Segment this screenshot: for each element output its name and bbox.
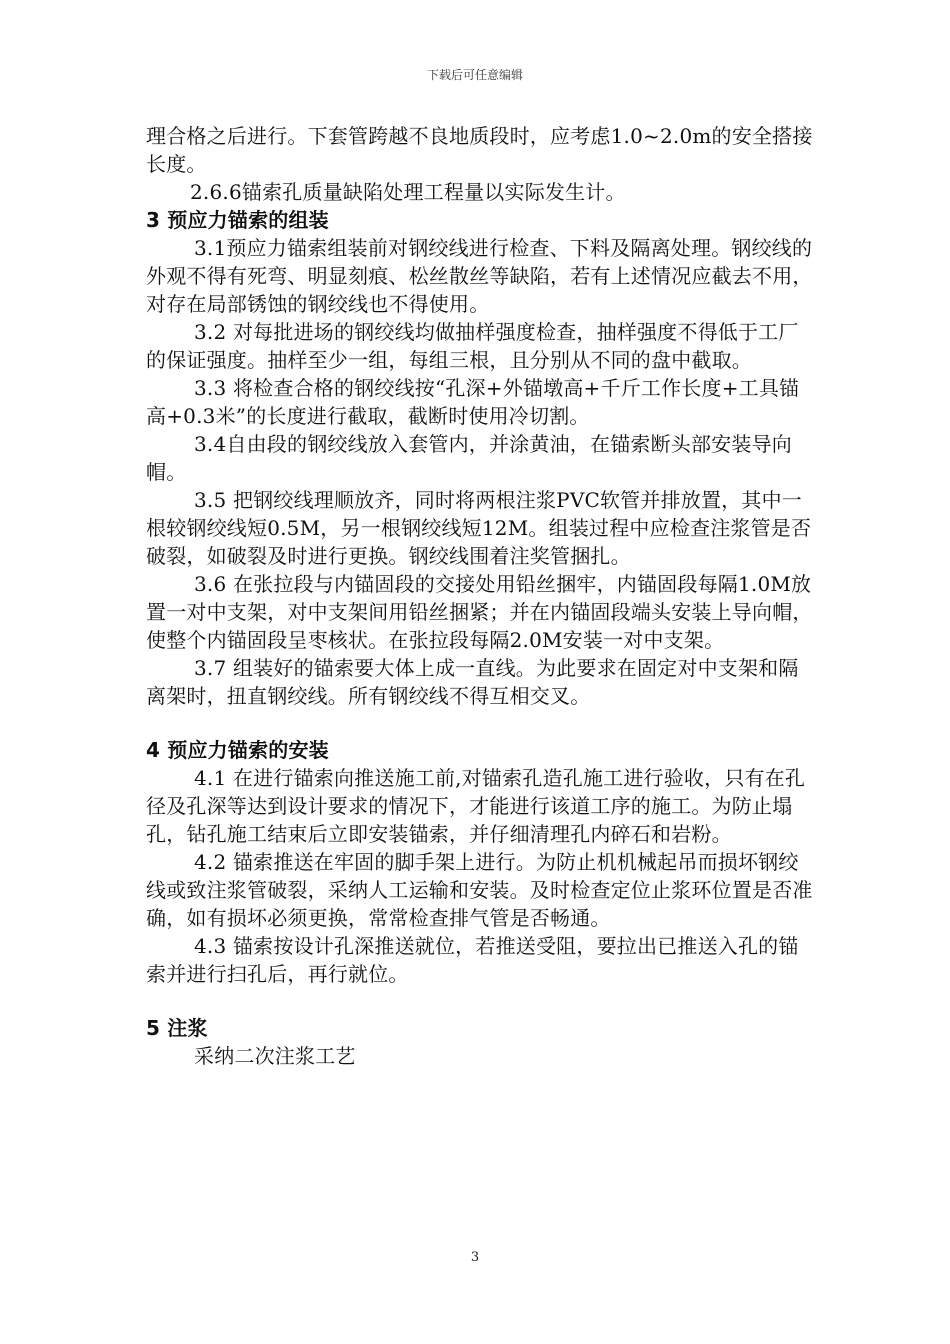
paragraph-3-4: 3.4自由段的钢绞线放入套管内，并涂黄油，在锚索断头部安装导向帽。 <box>146 432 793 484</box>
paragraph-3-2: 3.2 对每批进场的钢绞线均做抽样强度检查，抽样强度不得低于工厂的保证强度。抽样至少一组，每组三根，且分别从不同的盘中截取。 <box>146 320 799 372</box>
paragraph-3-7: 3.7 组装好的锚索要大体上成一直线。为此要求在固定对中支架和隔离架时，扭直钢绞线。所有钢绞线不得互相交叉。 <box>146 656 799 708</box>
page-header: 下载后可任意编辑 <box>426 68 523 82</box>
paragraph-4-2: 4.2 锚索推送在牢固的脚手架上进行。为防止机机械起吊而损坏钢绞线或致注浆管破裂，采纳人工运输和安装。及时检查定位止浆环位置是否准确，如有损坏必须更换，常常检查排气管是否畅通。 <box>146 850 813 930</box>
paragraph-3-6: 3.6 在张拉段与内锚固段的交接处用铅丝捆牢，内锚固段每隔1.0M放置一对中支架，对中支架间用铅丝捆紧；并在内锚固段端头安装上导向帽，使整个内锚固段呈枣核状。在张拉段每隔2.0M安装一对中支架。 <box>146 572 813 652</box>
paragraph-continued: 理合格之后进行。下套管跨越不良地质段时，应考虑1.0~2.0m的安全搭接长度。 <box>146 124 813 176</box>
paragraph-2-6-6: 2.6.6锚索孔质量缺陷处理工程量以实际发生计。 <box>190 180 626 204</box>
section-4-heading: 4 预应力锚索的安装 <box>146 738 329 762</box>
paragraph-4-1: 4.1 在进行锚索向推送施工前,对锚索孔造孔施工进行验收，只有在孔径及孔深等达到设计要求的情况下，才能进行该道工序的施工。为防止塌孔，钻孔施工结束后立即安装锚索，并仔细清理孔内碎石和岩粉。 <box>146 766 806 846</box>
paragraph-3-1: 3.1预应力锚索组装前对钢绞线进行检查、下料及隔离处理。钢绞线的外观不得有死弯、明显刻痕、松丝散丝等缺陷，若有上述情况应截去不用，对存在局部锈蚀的钢绞线也不得使用。 <box>146 236 813 316</box>
paragraph-4-3: 4.3 锚索按设计孔深推送就位，若推送受阻，要拉出已推送入孔的锚索并进行扫孔后，再行就位。 <box>146 934 799 986</box>
paragraph-3-3: 3.3 将检查合格的钢绞线按“孔深+外锚墩高+千斤工作长度+工具锚高+0.3米”的长度进行截取，截断时使用冷切割。 <box>146 376 800 428</box>
paragraph-3-5: 3.5 把钢绞线理顺放齐，同时将两根注浆PVC软管并排放置，其中一根较钢绞线短0.5M，另一根钢绞线短12M。组装过程中应检查注浆管是否破裂，如破裂及时进行更换。钢绞线围着注奖管捆扎。 <box>146 488 812 568</box>
section-3-heading: 3 预应力锚索的组装 <box>146 208 329 232</box>
paragraph-5-1: 采纳二次注浆工艺 <box>194 1044 356 1068</box>
spacer <box>146 710 816 736</box>
document-body <box>146 122 816 1070</box>
spacer <box>146 988 816 1014</box>
page-number: 3 <box>470 1250 480 1265</box>
section-5-heading: 5 注浆 <box>146 1016 208 1040</box>
